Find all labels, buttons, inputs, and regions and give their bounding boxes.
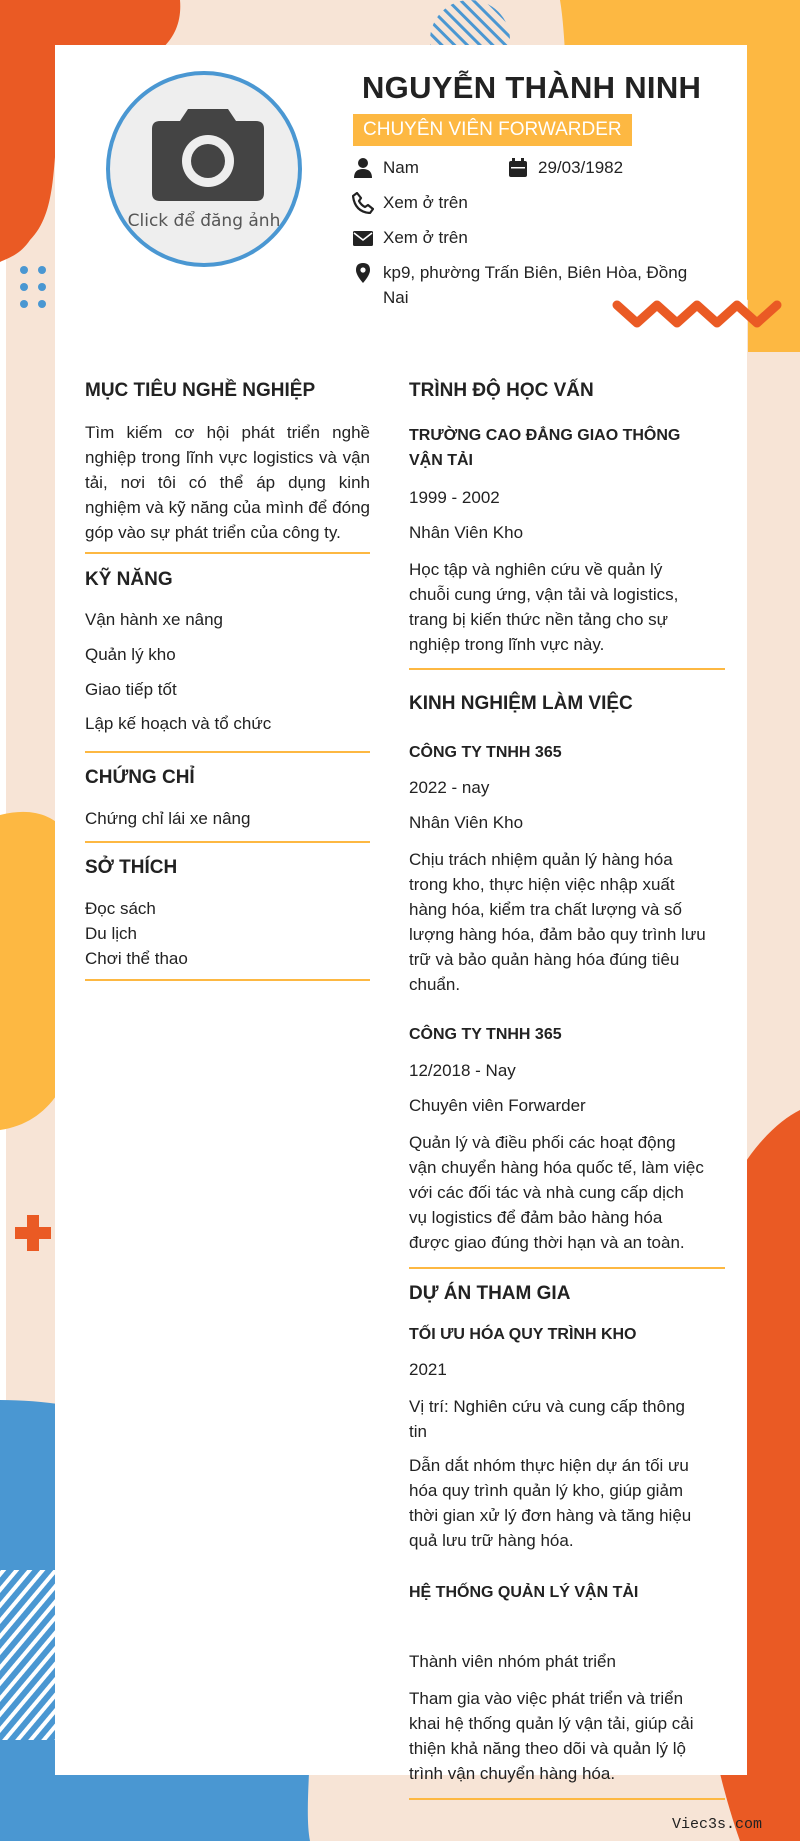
project-name: HỆ THỐNG QUẢN LÝ VẬN TẢI: [409, 1584, 639, 1601]
description-line: trong kho, thực hiện việc nhập xuất: [409, 875, 675, 894]
skill-item: Lập kế hoạch và tổ chức: [85, 714, 272, 733]
school-name-line: VẬN TẢI: [409, 452, 473, 469]
birthdate-row: [507, 155, 657, 180]
description-line: Chịu trách nhiệm quản lý hàng hóa: [409, 850, 673, 869]
phone-icon: [352, 192, 374, 214]
address-line-1: kp9, phường Trấn Biên, Biên Hòa, Đồng: [383, 263, 688, 282]
skill-item: Vận hành xe nâng: [85, 610, 224, 629]
skills-title: KỸ NĂNG: [85, 569, 173, 590]
description-line: thời gian xử lý đơn hàng và tăng hiệu: [409, 1506, 692, 1525]
objective-line: góp vào sự phát triển của công ty.: [85, 523, 341, 542]
address-row: [352, 260, 692, 310]
divider: [85, 751, 370, 753]
phone-value: Xem ở trên: [383, 193, 468, 212]
description-line: nghiệp trong lĩnh vực này.: [409, 635, 605, 654]
camera-icon: [152, 103, 264, 203]
divider: [409, 1267, 725, 1269]
description-line: Học tập và nghiên cứu về quản lý: [409, 560, 663, 579]
certificates-title: CHỨNG CHỈ: [85, 767, 195, 788]
project-year: 2021: [409, 1360, 447, 1379]
divider: [85, 979, 370, 981]
description-line: chuẩn.: [409, 975, 461, 994]
hobby-item: Chơi thể thao: [85, 949, 188, 968]
education-title: TRÌNH ĐỘ HỌC VẤN: [409, 380, 594, 401]
description-line: vụ logistics để đảm bảo hàng hóa: [409, 1208, 663, 1227]
school-name: [409, 423, 729, 473]
hobby-item: Đọc sách: [85, 899, 156, 918]
school-name-line: TRƯỜNG CAO ĐẲNG GIAO THÔNG: [409, 427, 681, 444]
job-position: Nhân Viên Kho: [409, 813, 524, 832]
description-line: trình vận chuyển hàng hóa.: [409, 1764, 616, 1783]
job-title-badge: CHUYÊN VIÊN FORWARDER: [353, 114, 632, 146]
company-name: CÔNG TY TNHH 365: [409, 744, 562, 761]
certificate-item: Chứng chỉ lái xe nâng: [85, 809, 251, 828]
description-line: chuỗi cung ứng, vận tải và logistics,: [409, 585, 679, 604]
description-line: hàng hóa, kiểm tra chất lượng và số: [409, 900, 682, 919]
email-value: Xem ở trên: [383, 228, 468, 247]
project-role: [409, 1394, 729, 1444]
calendar-icon: [507, 157, 529, 179]
hobby-item: Du lịch: [85, 924, 137, 943]
hobbies-title: SỞ THÍCH: [85, 857, 178, 878]
objective-text: [85, 420, 370, 545]
email-row: [352, 225, 602, 250]
skill-item: Giao tiếp tốt: [85, 680, 177, 699]
job-description: [409, 1130, 729, 1255]
project-description: [409, 1453, 729, 1553]
job-period: 2022 - nay: [409, 778, 490, 797]
birthdate-value: 29/03/1982: [538, 158, 624, 177]
objective-line: tải, nơi tôi có thể áp dụng kinh: [85, 473, 370, 492]
person-icon: [352, 157, 374, 179]
location-pin-icon: [352, 262, 374, 284]
address-line-2: Nai: [383, 288, 409, 307]
description-line: quả lưu trữ hàng hóa.: [409, 1531, 574, 1550]
description-line: trữ và bảo quản hàng hóa đúng tiêu: [409, 950, 680, 969]
description-line: trang bị kiến thức nền tảng cho sự: [409, 610, 669, 629]
experience-title: KINH NGHIỆM LÀM VIỆC: [409, 693, 633, 714]
objective-line: nghiệm và kỹ năng của mình để đóng: [85, 498, 370, 517]
education-position: Nhân Viên Kho: [409, 523, 524, 542]
description-line: Dẫn dắt nhóm thực hiện dự án tối ưu: [409, 1456, 689, 1475]
objective-title: MỤC TIÊU NGHỀ NGHIỆP: [85, 380, 316, 401]
description-line: hóa quy trình quản lý kho, giúp giảm: [409, 1481, 684, 1500]
description-line: với các đối tác và nhà cung cấp dịch: [409, 1183, 684, 1202]
education-period: 1999 - 2002: [409, 488, 500, 507]
description-line: Quản lý và điều phối các hoạt động: [409, 1133, 676, 1152]
description-line: vận chuyển hàng hóa quốc tế, làm việc: [409, 1158, 704, 1177]
candidate-name: NGUYỄN THÀNH NINH: [362, 70, 702, 105]
divider: [85, 841, 370, 843]
divider: [409, 1798, 725, 1800]
upload-photo-label: Click để đăng ảnh: [127, 211, 281, 231]
company-name: CÔNG TY TNHH 365: [409, 1026, 562, 1043]
project-role-line: Vị trí: Nghiên cứu và cung cấp thông: [409, 1397, 685, 1416]
objective-line: nghiệp trong lĩnh vực logistics và vận: [85, 448, 370, 467]
divider: [85, 552, 370, 554]
project-role: Thành viên nhóm phát triển: [409, 1652, 616, 1671]
description-line: khai hệ thống quản lý vận tải, giúp cải: [409, 1714, 694, 1733]
phone-row: [352, 190, 602, 215]
project-description: [409, 1686, 729, 1786]
description-line: thiện khả năng theo dõi và quản lý lộ: [409, 1739, 686, 1758]
skill-item: Quản lý kho: [85, 645, 176, 664]
job-period: 12/2018 - Nay: [409, 1061, 516, 1080]
projects-title: DỰ ÁN THAM GIA: [409, 1283, 571, 1304]
envelope-icon: [352, 227, 374, 249]
description-line: Tham gia vào việc phát triển và triển: [409, 1689, 684, 1708]
project-role-line: tin: [409, 1422, 427, 1441]
job-position: Chuyên viên Forwarder: [409, 1096, 586, 1115]
objective-line: Tìm kiếm cơ hội phát triển nghề: [85, 423, 370, 442]
gender-value: Nam: [383, 158, 419, 177]
watermark: Viec3s.com: [672, 1816, 763, 1833]
divider: [409, 668, 725, 670]
description-line: lượng hàng hóa, đảm bảo quy trình lưu: [409, 925, 706, 944]
project-name: TỐI ƯU HÓA QUY TRÌNH KHO: [409, 1326, 637, 1343]
gender-row: [352, 155, 502, 180]
profile-photo-upload[interactable]: [106, 71, 302, 267]
job-description: [409, 847, 729, 997]
education-description: [409, 557, 729, 657]
description-line: được giao đúng thời hạn và an toàn.: [409, 1233, 685, 1252]
